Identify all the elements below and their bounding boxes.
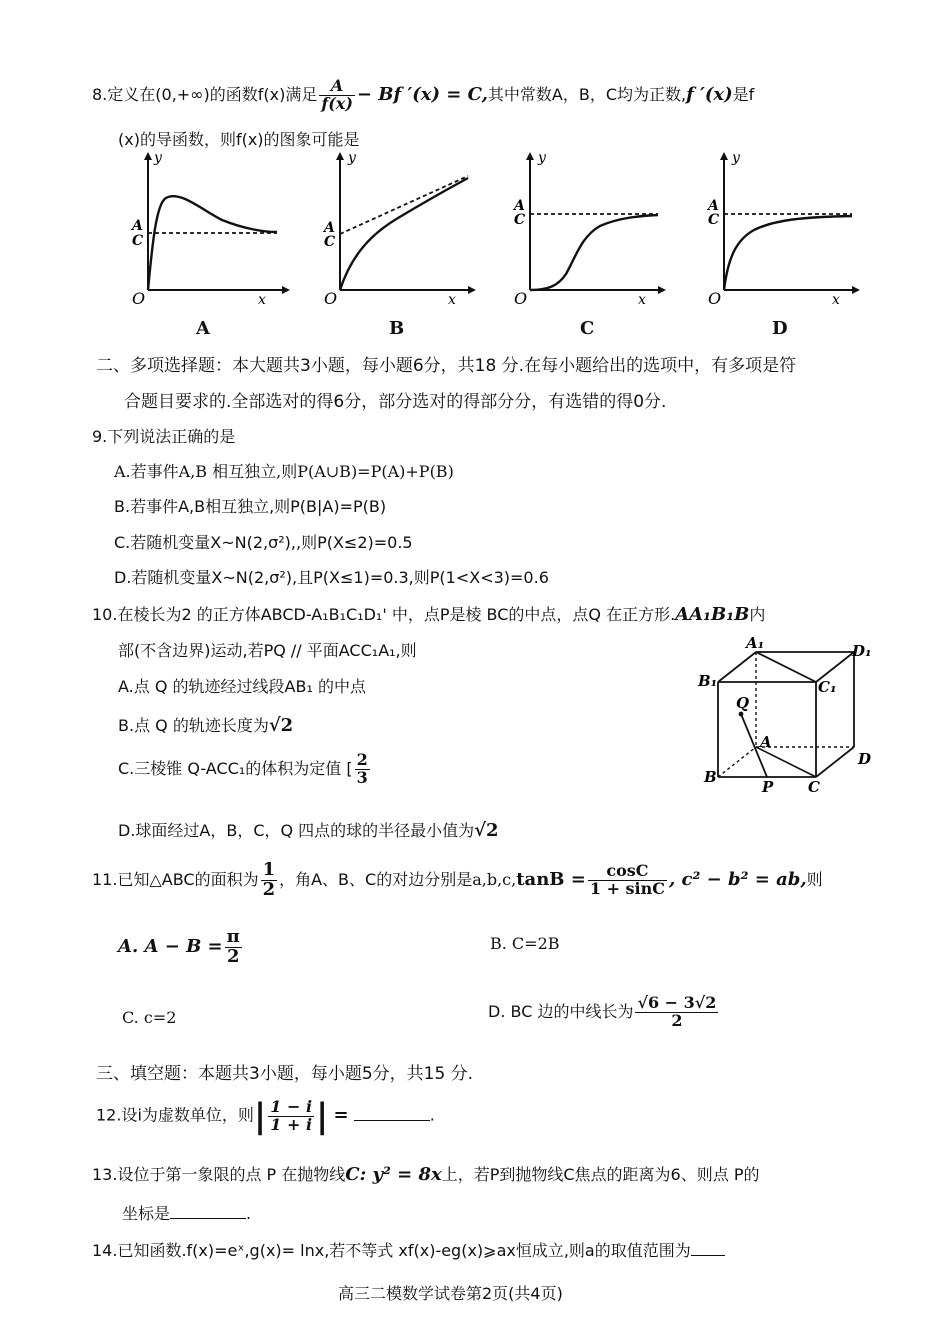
q12-stem: [96, 1096, 435, 1136]
q8-graph-a: [122, 148, 292, 308]
q8-stem-c: 其中常数A，B，C均为正数,: [487, 84, 687, 104]
q11-stem-d: tanB =: [516, 868, 586, 890]
q10-option-d-text: D.球面经过A，B，C，Q 四点的球的半径最小值为: [118, 821, 475, 840]
q11-stem-a: 11.已知△ABC的面积为: [92, 869, 259, 889]
q10-stem-a: 10.在棱长为2 的正方体ABCD-A₁B₁C₁D₁' 中，点P是棱 BC的中点，点Q 在正方形.: [92, 605, 676, 624]
cube-label-a1: A₁: [746, 634, 765, 652]
q8-graph-c-x-label: x: [638, 292, 646, 308]
q13-stem-a: 13.设位于第一象限的点 P 在抛物线: [92, 1165, 346, 1184]
q11-stem-c: a,b,c,: [472, 869, 517, 889]
q8-graph-b-tick-c: C: [324, 234, 336, 250]
q12-tail: .: [429, 1105, 435, 1125]
q13-stem-line1: [92, 1162, 759, 1185]
q12-num: 1 − i: [270, 1096, 313, 1116]
q8-graph-b: [318, 148, 478, 308]
q10-cube-figure: [694, 632, 884, 802]
q8-graph-a-y-label: y: [154, 150, 162, 166]
q8-fraction: [319, 78, 355, 113]
q8-graph-d-tick-c: C: [708, 212, 720, 228]
q11-tan-num: cosC: [588, 863, 667, 881]
q13-line2-a: 坐标是: [122, 1204, 171, 1223]
q8-graph-b-y-label: y: [348, 150, 356, 166]
q11-tan-den: 1 + sinC: [589, 878, 665, 898]
q10-option-b-text: B.点 Q 的轨迹长度为: [118, 716, 269, 735]
q11-option-b: B. C=2B: [490, 934, 560, 953]
cube-label-p: P: [762, 778, 774, 796]
q10-option-b: [118, 713, 293, 736]
q8-graph-a-label: A: [196, 318, 210, 339]
q12-answer-blank[interactable]: [354, 1120, 430, 1121]
q8-graph-d-origin: O: [708, 289, 722, 308]
q8-graph-b-label: B: [389, 318, 405, 339]
cube-label-a: A: [760, 733, 772, 751]
cube-label-d: D: [858, 750, 872, 768]
q14-stem: [92, 1238, 725, 1261]
q11-option-a-text: A. A − B =: [118, 935, 223, 957]
q11-area-den: 2: [262, 878, 276, 900]
q8-graph-c-y-label: y: [538, 150, 546, 166]
q9-option-d: D.若随机变量X~N(2,σ²),且P(X≤1)=0.3,则P(1<X<3)=0.6: [114, 568, 549, 587]
q10-c-num: 2: [356, 750, 368, 769]
q11-stem-f: 则: [806, 869, 823, 889]
q8-graph-a-origin: O: [132, 289, 146, 308]
q8-graph-c-tick-c: C: [514, 212, 526, 228]
q8-graph-d-y-label: y: [732, 150, 740, 166]
q8-graph-d-tick-a: A: [708, 198, 719, 214]
q8-graph-c: [508, 148, 668, 308]
q10-stem-line1: [92, 602, 765, 625]
q10-option-d-value: √2: [474, 820, 499, 841]
q10-option-c-fraction: [355, 752, 370, 787]
cube-label-b: B: [704, 768, 717, 786]
q13-answer-blank[interactable]: [170, 1218, 246, 1219]
cube-label-q: Q: [736, 694, 750, 712]
q11-area-num: 1: [262, 859, 276, 880]
q8-stem-b: − Bf ′(x) = C,: [356, 83, 488, 105]
q8-graph-b-tick-a: A: [324, 220, 335, 236]
q11-option-a-fraction: [225, 928, 242, 967]
q11-option-d: [488, 995, 720, 1030]
q12-abs-right: |: [316, 1096, 329, 1136]
q12-equals: =: [333, 1104, 349, 1126]
q9-option-b: B.若事件A,B相互独立,则P(B|A)=P(B): [114, 497, 387, 516]
q10-stem-c: 内: [749, 605, 766, 624]
q8-graph-a-tick-c: C: [132, 233, 144, 249]
q8-frac-den: f(x): [321, 93, 353, 113]
q9-option-a: A.若事件A,B 相互独立,则P(A∪B)=P(A)+P(B): [114, 462, 454, 481]
q8-graph-a-tick-a: A: [132, 218, 143, 234]
q11-d-num: √6 − 3√2: [637, 993, 717, 1012]
q8-stem-line1: [92, 78, 754, 113]
q11-d-den: 2: [671, 1010, 683, 1030]
q8-graph-c-origin: O: [514, 289, 528, 308]
q10-option-b-value: √2: [268, 715, 294, 736]
q11-area-fraction: [261, 861, 278, 900]
q8-stem-d: f ′(x): [686, 83, 733, 105]
q10-c-den: 3: [356, 767, 368, 787]
q11-a-num: π: [226, 926, 240, 947]
q8-graph-a-x-label: x: [258, 292, 266, 308]
q11-a-den: 2: [226, 945, 240, 967]
q8-graph-b-x-label: x: [448, 292, 456, 308]
q8-graph-c-tick-a: A: [514, 198, 525, 214]
q13-stem-b: C: y² = 8x: [345, 1164, 442, 1185]
q10-stem-line2: 部(不含边界)运动,若PQ // 平面ACC₁A₁,则: [118, 641, 417, 660]
q13-line2-b: .: [246, 1204, 252, 1223]
q10-option-c: [118, 752, 372, 787]
q14-stem-text: 14.已知函数.f(x)=eˣ,g(x)= lnx,若不等式 xf(x)-eg(x)⩾ax恒成立,则a的取值范围为: [92, 1241, 691, 1260]
cube-label-d1: D₁: [852, 642, 872, 660]
cube-label-b1: B₁: [698, 672, 718, 690]
q10-stem-b: AA₁B₁B: [675, 604, 750, 625]
section2-instructions: 合题目要求的.全部选对的得6分，部分选对的得部分分，有选错的得0分.: [124, 392, 667, 412]
q11-stem-e: , c² − b² = ab,: [669, 868, 807, 890]
q11-option-c: C. c=2: [122, 1008, 177, 1027]
cube-label-c1: C₁: [818, 678, 837, 696]
q8-graph-d-x-label: x: [832, 292, 840, 308]
q8-graph-d: [702, 148, 862, 308]
cube-label-c: C: [808, 778, 820, 796]
q11-stem: [92, 861, 823, 900]
q8-frac-num: A: [319, 78, 355, 96]
q13-stem-line2: [122, 1201, 251, 1224]
q10-option-d: [118, 818, 499, 841]
q8-stem-line2: (x)的导函数，则f(x)的图象可能是: [118, 130, 360, 149]
q11-stem-b: ，角A、B、C的对边分别是: [279, 869, 473, 889]
q10-option-a: A.点 Q 的轨迹经过线段AB₁ 的中点: [118, 677, 366, 696]
page-footer: 高三二模数学试卷第2页(共4页): [338, 1284, 563, 1303]
q9-stem: 9.下列说法正确的是: [92, 427, 236, 446]
q11-option-d-fraction: [635, 995, 718, 1030]
q10-option-c-text: C.三棱锥 Q-ACC₁的体积为定值 [: [118, 758, 353, 778]
q12-abs-left: |: [253, 1096, 267, 1136]
q8-stem-a: 8.定义在(0,+∞)的函数f(x)满足: [92, 84, 318, 104]
q14-answer-blank[interactable]: [691, 1255, 725, 1256]
q8-graph-b-origin: O: [324, 289, 338, 308]
section3-heading: 三、填空题：本题共3小题，每小题5分，共15 分.: [96, 1064, 474, 1084]
q8-graph-d-label: D: [772, 318, 788, 339]
q13-stem-c: 上，若P到抛物线C焦点的距离为6、则点 P的: [441, 1165, 760, 1184]
section2-heading: 二、多项选择题：本大题共3小题，每小题6分，共18 分.在每小题给出的选项中，有多项是符: [96, 356, 797, 376]
q11-tan-fraction: [588, 863, 667, 898]
q11-option-d-text: D. BC 边的中线长为: [488, 1001, 634, 1021]
q8-stem-e: 是f: [732, 84, 755, 104]
q12-fraction: [268, 1096, 314, 1134]
q11-option-a: [118, 928, 244, 967]
q12-den: 1 + i: [270, 1114, 313, 1134]
q12-stem-text: 12.设i为虚数单位，则: [96, 1105, 254, 1125]
q8-graph-c-label: C: [580, 318, 595, 339]
q9-option-c: C.若随机变量X~N(2,σ²),,则P(X≤2)=0.5: [114, 533, 413, 552]
